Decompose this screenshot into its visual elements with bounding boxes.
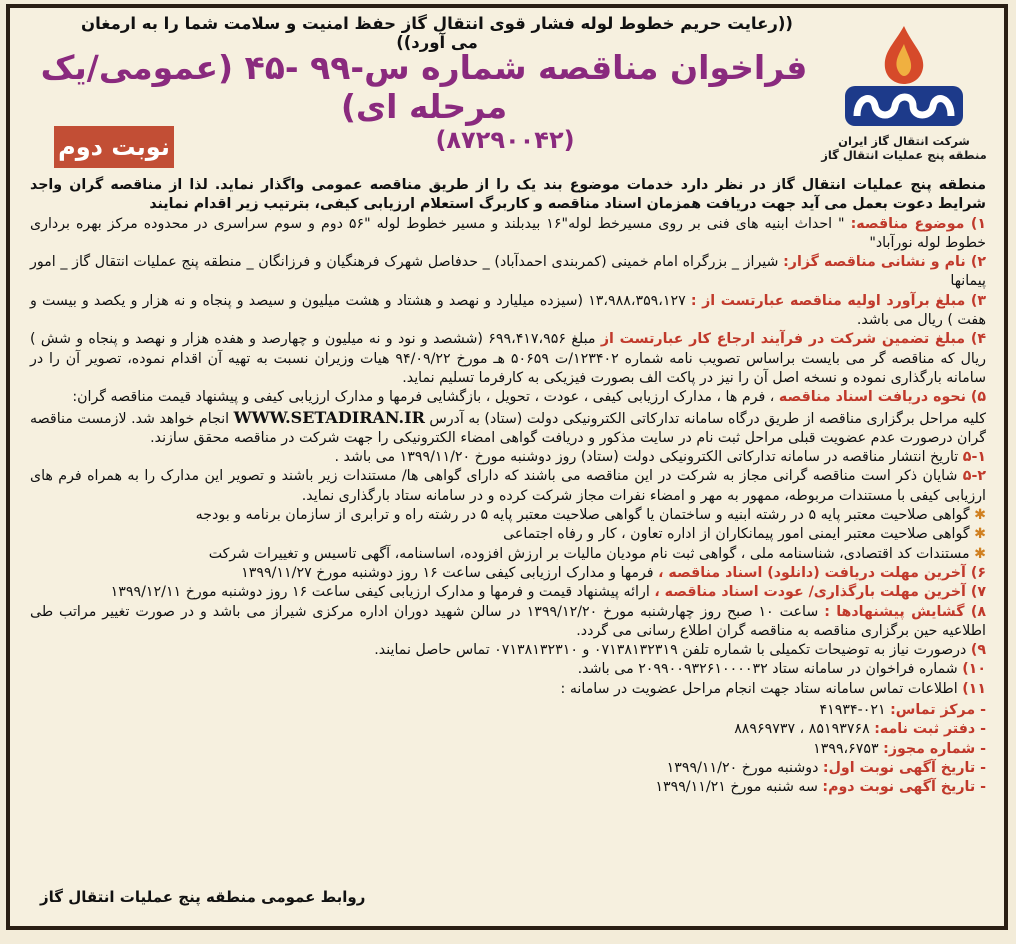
item-9: ۹) درصورت نیاز به توضیحات تکمیلی با شماره تلفن ۰۷۱۳۸۱۳۲۳۱۹ و ۰۷۱۳۸۱۳۲۳۱۰ تماس حاصل نمایند. [374,642,986,659]
logo-caption-line2: منطقه پنج عملیات انتقال گاز [821,148,987,162]
bullet-icon: ✱ [974,507,986,524]
gas-flame-logo-icon [839,22,969,130]
logo-caption-line1: شرکت انتقال گاز ایران [838,134,970,148]
item-3: ۳) مبلغ برآورد اولیه مناقصه عبارتست از : ۱۳،۹۸۸،۳۵۹،۱۲۷ (سیزده میلیارد و نهصد و هشتاد و هشت میلیون و سیصد و پنجاه و نه هزار و یکصد و بیست و هفت ) ریال می باشد. [30,292,986,329]
contact-list [30,701,986,797]
item-2: ۲) نام و نشانی مناقصه گزار: شیراز _ بزرگراه امام خمینی (کمربندی احمدآباد) _ حدفاصل شهرک فرهنگیان و فرزانگان _ منطقه پنج عملیات انتقال گاز _ امور پیمانها [30,254,986,290]
item-6: ۶) آخرین مهلت دریافت (دانلود) اسناد مناقصه ، فرمها و مدارک ارزیابی کیفی ساعت ۱۶ روز دوشنبه مورخ ۱۳۹۹/۱۱/۲۷ [241,564,986,581]
item-5-1: ۵-۱ تاریخ انتشار مناقصه در سامانه تدارکاتی الکترونیکی دولت (ستاد) روز دوشنبه مورخ ۱۳۹۹/۱۱/۲۰ می باشد . [334,449,986,466]
requirement-2: ✱ گواهی صلاحیت معتبر ایمنی امور پیمانکاران از اداره تعاون ، کار و رفاه اجتماعی [503,526,986,543]
public-relations-signature: روابط عمومی منطقه پنج عملیات انتقال گاز [40,888,366,906]
item-10: ۱۰) شماره فراخوان در سامانه ستاد ۲۰۹۹۰۰۹۳۲۶۱۰۰۰۰۳۲ می باشد. [577,661,986,678]
notice-body [30,176,986,798]
item-1: ۱) موضوع مناقصه: " احداث ابنیه های فنی بر روی مسیرخط لوله"۱۶ بیدبلند و مسیر خطوط لوله "۵۶ دوم و سوم سراسری در محدوده مرکز بهره برداری خطوط لوله نورآباد" [30,215,986,251]
contact-permit-number: - شماره مجوز: ۱۳۹۹،۶۷۵۳ [813,740,986,757]
item-11: ۱۱) اطلاعات تماس سامانه ستاد جهت انجام مراحل عضویت در سامانه : [560,680,986,697]
round-badge: نوبت دوم [54,126,174,168]
requirement-1: ✱ گواهی صلاحیت معتبر پایه ۵ در رشته ابنیه و ساختمان یا گواهی صلاحیت معتبر پایه ۵ در رشته راه و ترابری از سازمان برنامه و بودجه [195,507,986,524]
contact-second-ad-date: - تاریخ آگهی نوبت دوم: سه شنبه مورخ ۱۳۹۹/۱۱/۲۱ [655,779,986,796]
item-7: ۷) آخرین مهلت بارگذاری/ عودت اسناد مناقصه ، ارائه پیشنهاد قیمت و فرمها و مدارک ارزیابی کیفی ساعت ۱۶ روز دوشنبه مورخ ۱۳۹۹/۱۲/۱۱ [110,584,986,601]
item-5-detail: کلیه مراحل برگزاری مناقصه از طریق درگاه سامانه تدارکاتی الکترونیکی دولت (ستاد) به آدرس WWW.SETADIRAN.IR انجام خواهد شد. لازمست مناقصه گران درصورت عدم عضویت قبلی مراحل ثبت نام در سایت مذکور و دریافت گواهی امضاء الکترونیکی را جهت شرکت در مناقصه محقق سازند. [30,407,986,446]
contact-call-center: - مرکز تماس: ۰۲۱-۴۱۹۳۴ [819,702,986,719]
contact-registration-office: - دفتر ثبت نامه: ۸۵۱۹۳۷۶۸ ، ۸۸۹۶۹۷۳۷ [734,721,986,738]
intro-paragraph: منطقه پنج عملیات انتقال گاز در نظر دارد خدمات موضوع بند یک را از طریق مناقصه عمومی واگذار نماید. لذا از مناقصه گران واجد شرایط دعوت بعمل می آید جهت دریافت همزمان اسناد مناقصه و کاربرگ استعلام ارزیابی کیفی، بترتیب زیر اقدام نمایند [30,177,986,213]
bullet-icon: ✱ [974,545,986,562]
item-4: ۴) مبلغ تضمین شرکت در فرآیند ارجاع کار عبارتست از مبلغ ۶۹۹،۴۱۷،۹۵۶ (ششصد و نود و نه میلیون و چهارصد و هفده هزار و نهصد و پنجاه و شش ) ریال که مناقصه گر می بایست براساس تصویب نامه شماره ۱۲۳۴۰۲/ت ۵۰۶۵۹ هـ مورخ ۹۴/۰۹/۲۲ هیات وزیران نسبت به تهیه آن اقدام نموده، تصویر آن را در سامانه بارگذاری نموده و نسخه اصل آن را نیز در پاکت الف بصورت فیزیکی به کارفرما تسلیم نماید. [30,331,986,386]
item-8: ۸) گشایش پیشنهادها : ساعت ۱۰ صبح روز چهارشنبه مورخ ۱۳۹۹/۱۲/۲۰ در سالن شهید دوران اداره مرکزی شیراز می باشد و در صورت تغییر مراتب طی اطلاعیه حین برگزاری مناقصه به مناقصه گران اطلاع رسانی می گردد. [30,603,987,639]
contact-first-ad-date: - تاریخ آگهی نوبت اول: دوشنبه مورخ ۱۳۹۹/۱۱/۲۰ [666,759,986,776]
header [10,8,1004,170]
notice-frame [6,4,1008,930]
item-5-2: ۵-۲ شایان ذکر است مناقصه گرانی مجاز به شرکت در این مناقصه می باشند که دارای گواهی ها/ مستندات زیر باشند و تصویر این مدارک را به همراه فرم های ارزیابی کیفی با مستندات مربوطه، ممهور به مهر و امضاء نفرات مجاز شرکت کرده و در سامانه ستاد بارگذاری نماید. [30,468,986,504]
tender-code: (۸۷۲۹۰۰۴۲) [435,126,575,154]
company-logo [818,22,990,170]
bullet-icon: ✱ [974,526,986,543]
item-5: ۵) نحوه دریافت اسناد مناقصه ، فرم ها ، مدارک ارزیابی کیفی ، عودت ، تحویل ، بازگشایی فرمها و مدارک ارزیابی کیفی و پیشنهاد قیمت مناقصه گران: [72,389,986,406]
setadiran-link[interactable]: WWW.SETADIRAN.IR [233,407,425,427]
requirement-3: ✱ مستندات کد اقتصادی، شناسنامه ملی ، گواهی ثبت نام مودیان مالیات بر ارزش افزوده، اساسنامه، آگهی تاسیس و تغییرات شرکت [208,545,986,562]
safety-slogan: ((رعایت حریم خطوط لوله فشار قوی انتقال گاز حفظ امنیت و سلامت شما را به ارمغان می آورد)) [81,14,793,52]
tender-title: فراخوان مناقصه شماره س-۹۹ -۴۵ (عمومی/یک مرحله ای) [40,48,808,126]
